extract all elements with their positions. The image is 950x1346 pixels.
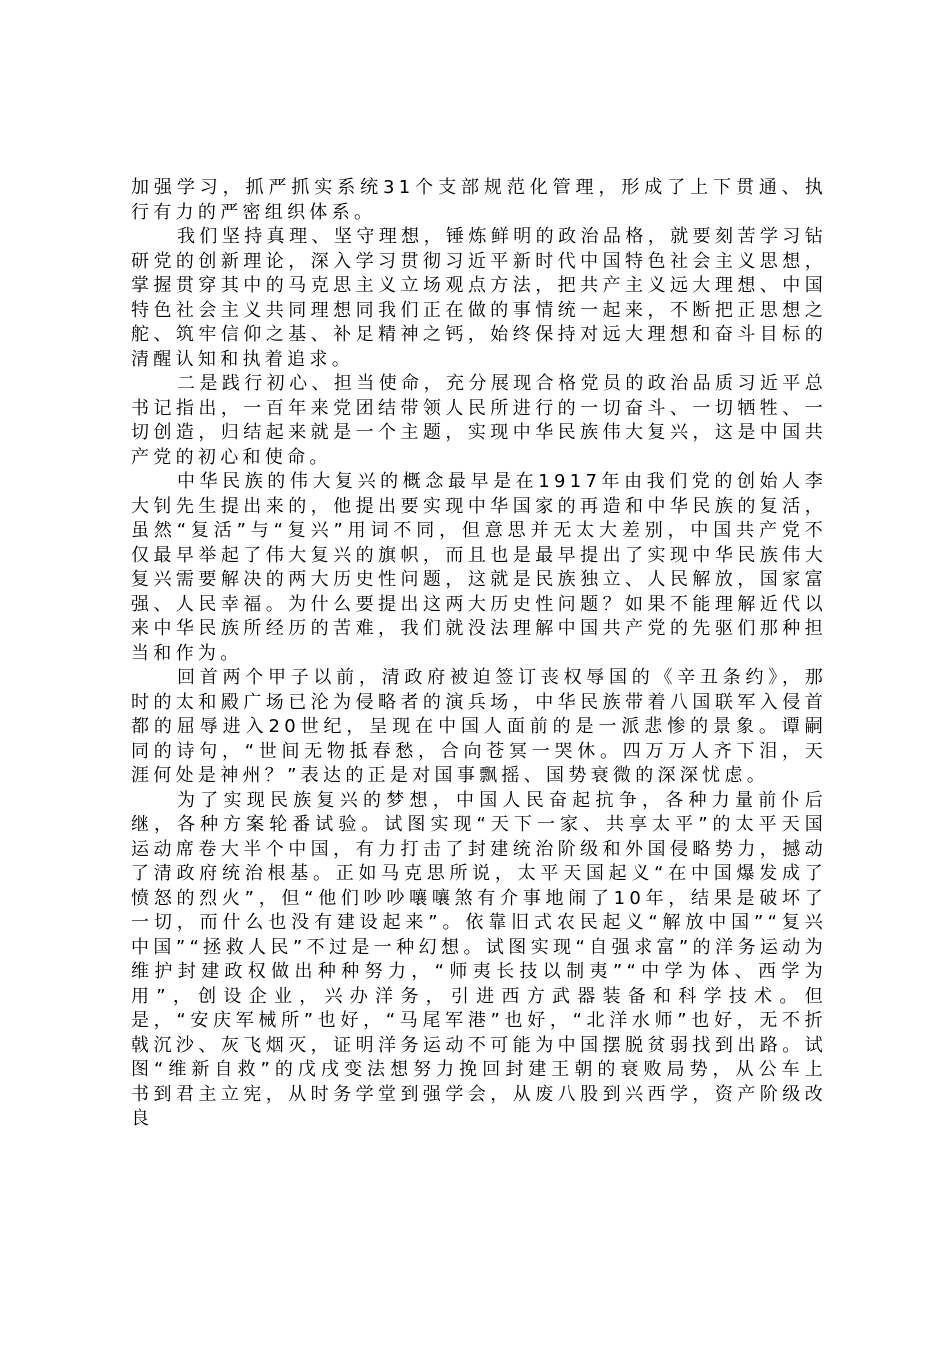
- paragraph-2: 我们坚持真理、坚守理想，锤炼鲜明的政治品格，就要刻苦学习钻研党的创新理论，深入学习贯彻习近平新时代中国特色社会主义思想，掌握贯穿其中的马克思主义立场观点方法，把共产主义远大理想、中国特色社会主义共同理想同我们正在做的事情统一起来，不断把正思想之舵、筑牢信仰之基、补足精神之钙，始终保持对远大理想和奋斗目标的清醒认知和执着追求。: [131, 226, 827, 370]
- paragraph-5: 回首两个甲子以前，清政府被迫签订丧权辱国的《辛丑条约》，那时的太和殿广场已沦为侵略者的演兵场，中华民族带着八国联军入侵首都的屈辱进入20世纪，呈现在中国人面前的是一派悲惨的景象。谭嗣同的诗句，“世间无物抵春愁，合向苍冥一哭休。四万万人齐下泪，天涯何处是神州？”表达的正是对国事飘摇、国势衰微的深深忧虑。: [131, 667, 827, 786]
- paragraph-6: 为了实现民族复兴的梦想，中国人民奋起抗争，各种力量前仆后继，各种方案轮番试验。试图实现“天下一家、共享太平”的太平天国运动席卷大半个中国，有力打击了封建统治阶级和外国侵略势力，撼动了清政府统治根基。正如马克思所说，太平天国起义“在中国爆发成了愤怒的烈火”，但“他们吵吵嚷嚷煞有介事地闹了10年，结果是破坏了一切，而什么也没有建设起来”。依靠旧式农民起义“解放中国”“复兴中国”“拯救人民”不过是一种幻想。试图实现“自强求富”的洋务运动为维护封建政权做出种种努力，“师夷长技以制夷”“中学为体、西学为用”，创设企业，兴办洋务，引进西方武器装备和科学技术。但是，“安庆军械所”也好，“马尾军港”也好，“北洋水师”也好，无不折戟沉沙、灰飞烟灭，证明洋务运动不可能为中国摆脱贫弱找到出路。试图“维新自救”的戊戌变法想努力挽回封建王朝的衰败局势，从公车上书到君主立宪，从时务学堂到强学会，从废八股到兴西学，资产阶级改良: [131, 789, 827, 1129]
- paragraph-3: 二是践行初心、担当使命，充分展现合格党员的政治品质习近平总书记指出，一百年来党团结带领人民所进行的一切奋斗、一切牺牲、一切创造，归结起来就是一个主题，实现中华民族伟大复兴，这是中国共产党的初心和使命。: [131, 373, 827, 468]
- paragraph-1: 加强学习，抓严抓实系统31个支部规范化管理，形成了上下贯通、执行有力的严密组织体系。: [131, 177, 827, 223]
- document-body: [131, 176, 827, 1132]
- paragraph-4: 中华民族的伟大复兴的概念最早是在1917年由我们党的创始人李大钊先生提出来的，他提出要实现中华国家的再造和中华民族的复活，虽然“复活”与“复兴”用词不同，但意思并无太大差别，中国共产党不仅最早举起了伟大复兴的旗帜，而且也是最早提出了实现中华民族伟大复兴需要解决的两大历史性问题，这就是民族独立、人民解放，国家富强、人民幸福。为什么要提出这两大历史性问题？如果不能理解近代以来中华民族所经历的苦难，我们就没法理解中国共产党的先驱们那种担当和作为。: [131, 471, 827, 664]
